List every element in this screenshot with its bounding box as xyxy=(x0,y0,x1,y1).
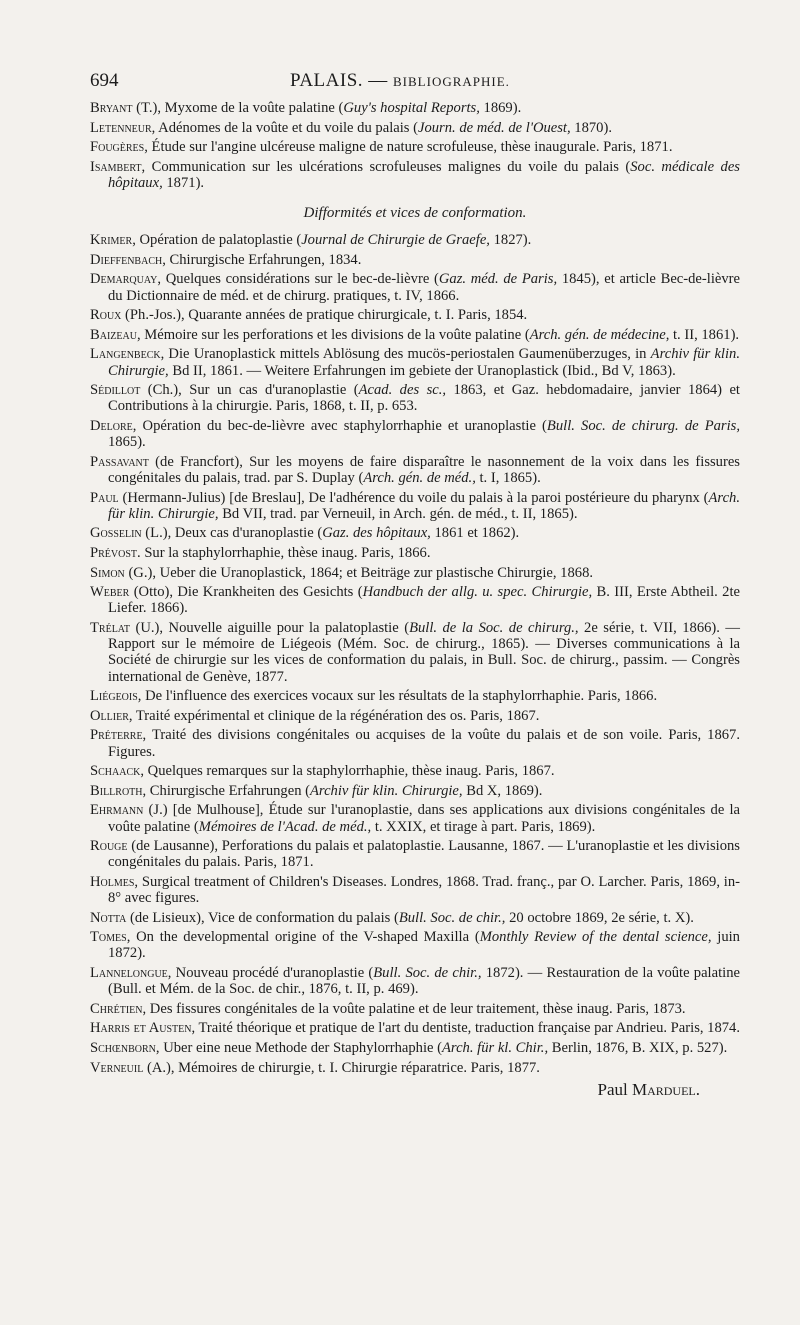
entry-tail: 1863, et Gaz. hebdomadaire, janvier 1864) et Contributions à la chirurgie. Paris, 1868, t. II, p. 653. xyxy=(108,382,740,415)
entry-text: (A.), Mémoires de chirurgie, t. I. Chirurgie réparatrice. Paris, 1877. xyxy=(143,1059,540,1076)
entry-text: Uber eine neue Methode der Staphylorrhaphie ( xyxy=(159,1040,443,1057)
entry-source: Bull. Soc. de chirurg. de Paris, xyxy=(546,417,740,434)
entry-author: Harris et Austen, xyxy=(90,1020,196,1037)
entry-text: (de Lisieux), Vice de conformation du palais ( xyxy=(126,909,399,926)
entry-text: Traité expérimental et clinique de la régénération des os. Paris, 1867. xyxy=(132,707,540,724)
entry-text: Opération de palatoplastie ( xyxy=(135,232,302,249)
entry-tail: juin 1872). xyxy=(108,929,740,962)
entry-tail: 1869). xyxy=(479,100,522,116)
entry-source: Journ. de méd. de l'Ouest, xyxy=(417,119,571,136)
entry-text: Des fissures congénitales de la voûte palatine et de leur traitement, thèse inaug. Paris, 1873. xyxy=(146,1000,686,1017)
entry-text: Nouveau procédé d'uranoplastie ( xyxy=(171,965,374,982)
bibliography-entry xyxy=(90,1040,740,1056)
entry-source: Monthly Review of the dental science, xyxy=(479,929,712,946)
entry-source: Bull. de la Soc. de chirurg., xyxy=(409,619,579,636)
bibliography-entry xyxy=(90,346,740,378)
entry-author: Fougères, xyxy=(90,139,148,156)
bibliography-entry xyxy=(90,783,740,799)
bibliography-entry xyxy=(90,1001,740,1017)
bibliography-list xyxy=(90,232,740,1076)
entry-source: Arch. für kl. Chir., xyxy=(442,1040,549,1057)
entry-text: Quelques considérations sur le bec-de-lièvre ( xyxy=(161,271,439,288)
bibliography-body xyxy=(90,100,740,1100)
bibliography-list-top xyxy=(90,100,740,191)
author-signature xyxy=(90,1080,740,1100)
entry-tail: t. II, 1861). xyxy=(669,326,740,343)
entry-source: Acad. des sc., xyxy=(358,382,447,399)
entry-text: (U.), Nouvelle aiguille pour la palatoplastie ( xyxy=(130,619,410,636)
entry-author: Notta xyxy=(90,909,127,926)
entry-source: Gaz. méd. de Paris, xyxy=(438,271,558,288)
entry-source: Bull. Soc. de chir., xyxy=(398,909,506,926)
entry-author: Ehrmann xyxy=(90,802,144,819)
entry-author: Krimer, xyxy=(90,232,136,249)
bibliography-entry xyxy=(90,584,740,616)
entry-tail: Bd VII, trad. par Verneuil, in Arch. gén. de méd., t. II, 1865). xyxy=(218,505,578,522)
entry-text: Traité des divisions congénitales ou acquises de la voûte du palais et de son voile. Paris, 1867. Figures. xyxy=(108,727,740,760)
entry-source: Guy's hospital Reports, xyxy=(343,100,480,116)
bibliography-entry xyxy=(90,454,740,486)
entry-author: Dieffenbach, xyxy=(90,251,166,268)
entry-text: (Hermann-Julius) [de Breslau], De l'adhérence du voile du palais à la paroi postérieure du pharynx ( xyxy=(118,489,709,506)
entry-author: Simon xyxy=(90,564,125,581)
entry-tail: 1872). — Restauration de la voûte palatine (Bull. et Mém. de la Soc. de chir., 1876, t. II, p. 469). xyxy=(108,965,740,998)
entry-source: Archiv für klin. Chirurgie, xyxy=(310,782,463,799)
entry-author: Gosselin xyxy=(90,525,142,542)
entry-text: (de Francfort), Sur les moyens de faire disparaître le nasonnement de la voix dans les fissures congénitales du palais, trad. par S. Duplay ( xyxy=(108,453,740,486)
bibliography-entry xyxy=(90,327,740,343)
bibliography-entry xyxy=(90,232,740,248)
entry-tail: 1845), et article Bec-de-lièvre du Dictionnaire de méd. et de chirurg. pratiques, t. IV, 1866. xyxy=(108,271,740,304)
page-header xyxy=(90,70,740,96)
entry-tail: Berlin, 1876, B. XIX, p. 527). xyxy=(548,1040,728,1057)
entry-text: Traité théorique et pratique de l'art du dentiste, traduction française par Andrieu. Paris, 1874. xyxy=(195,1020,741,1037)
entry-tail: Bd II, 1861. — Weitere Erfahrungen im gebiete der Uranoplastick (Ibid., Bd V, 1863). xyxy=(168,362,676,379)
entry-source: Arch. gén. de méd., xyxy=(363,469,476,486)
entry-author: Billroth, xyxy=(90,782,147,799)
entry-author: Bryant (T.), xyxy=(90,100,162,116)
entry-tail: 1827). xyxy=(489,232,532,249)
bibliography-entry xyxy=(90,159,740,191)
bibliography-entry xyxy=(90,565,740,581)
entry-source: Bull. Soc. de chir., xyxy=(373,965,482,982)
entry-tail: 1861 et 1862). xyxy=(430,525,520,542)
entry-author: Schaack, xyxy=(90,763,144,780)
bibliography-entry xyxy=(90,525,740,541)
bibliography-entry xyxy=(90,100,740,116)
entry-tail: 20 octobre 1869, 2e série, t. X). xyxy=(505,909,694,926)
signature-first-name: Paul xyxy=(597,1079,628,1099)
bibliography-entry xyxy=(90,139,740,155)
bibliography-entry xyxy=(90,252,740,268)
entry-text: Myxome de la voûte palatine ( xyxy=(161,100,344,116)
entry-source: Arch. für klin. Chirurgie, xyxy=(108,489,740,522)
entry-text: (G.), Ueber die Uranoplastick, 1864; et Beiträge zur plastische Chirurgie, 1868. xyxy=(124,564,594,581)
bibliography-entry xyxy=(90,708,740,724)
bibliography-entry xyxy=(90,307,740,323)
entry-author: Verneuil xyxy=(90,1059,144,1076)
bibliography-entry xyxy=(90,802,740,834)
running-title-dash: — xyxy=(368,70,388,91)
entry-author: Trélat xyxy=(90,619,131,636)
entry-text: (Otto), Die Krankheiten des Gesichts ( xyxy=(129,584,363,601)
entry-text: Sur la staphylorrhaphie, thèse inaug. Paris, 1866. xyxy=(140,544,431,561)
entry-source: Soc. médicale des hôpitaux, xyxy=(108,158,740,191)
entry-text: Die Uranoplastick mittels Ablösung des mucös-periostalen Gaumenüberzuges, in xyxy=(164,346,651,363)
entry-tail: Bd X, 1869). xyxy=(462,782,543,799)
entry-text: (Ph.-Jos.), Quarante années de pratique chirurgicale, t. I. Paris, 1854. xyxy=(121,307,528,324)
entry-author: Letenneur, xyxy=(90,119,156,136)
entry-author: Weber xyxy=(90,584,130,601)
bibliography-entry xyxy=(90,1020,740,1036)
entry-source: Handbuch der allg. u. spec. Chirurgie, xyxy=(362,584,593,601)
entry-text: Étude sur l'angine ulcéreuse maligne de nature scrofuleuse, thèse inaugurale. Paris, 1871. xyxy=(147,139,673,156)
entry-text: Surgical treatment of Children's Diseases. Londres, 1868. Trad. franç., par O. Larcher. Paris, 1869, in-8° avec figures. xyxy=(108,873,740,907)
section-heading: Difformités et vices de conformation. xyxy=(303,205,527,222)
entry-author: Isambert, xyxy=(90,158,146,175)
entry-text: Adénomes de la voûte et du voile du palais ( xyxy=(155,119,418,136)
bibliography-entry xyxy=(90,620,740,685)
entry-author: Rouge xyxy=(90,838,128,855)
entry-text: (L.), Deux cas d'uranoplastie ( xyxy=(141,525,323,542)
running-title-main: PALAIS. xyxy=(290,70,364,91)
entry-author: Baizeau, xyxy=(90,326,141,343)
entry-tail: 1871). xyxy=(162,174,205,191)
bibliography-entry xyxy=(90,418,740,450)
entry-author: Prévost. xyxy=(90,544,141,561)
entry-text: (Ch.), Sur un cas d'uranoplastie ( xyxy=(140,382,359,399)
entry-author: Ollier, xyxy=(90,707,133,724)
entry-text: De l'influence des exercices vocaux sur les résultats de la staphylorrhaphie. Paris, 1866. xyxy=(141,688,658,705)
entry-author: Liégeois, xyxy=(90,688,142,705)
running-title-sub: BIBLIOGRAPHIE. xyxy=(393,74,510,89)
entry-source: Gaz. des hôpitaux, xyxy=(322,525,431,542)
entry-author: Holmes, xyxy=(90,873,139,890)
entry-tail: B. III, Erste Abtheil. 2te Liefer. 1866). xyxy=(108,584,740,617)
entry-tail: 2e série, t. VII, 1866). — Rapport sur le mémoire de Liégeois (Mém. Soc. de chirurg., 1865). — Diverses communications à la Société de chirurgie sur les vices de conformation du palais, in Bull. Soc. de chirurg., passim. — Congrès international de Genève, 1877. xyxy=(108,619,741,685)
bibliography-entry xyxy=(90,120,740,136)
entry-author: Passavant xyxy=(90,453,149,470)
entry-tail: 1865). xyxy=(108,434,146,451)
bibliography-entry xyxy=(90,874,740,906)
page-number: 694 xyxy=(90,70,119,91)
entry-text: (J.) [de Mulhouse], Étude sur l'uranoplastie, dans ses applications aux divisions congénitales de la voûte palatine ( xyxy=(108,802,740,835)
entry-text: On the developmental origine of the V-shaped Maxilla ( xyxy=(130,929,480,946)
bibliography-entry xyxy=(90,382,740,414)
bibliography-entry xyxy=(90,1060,740,1076)
bibliography-entry xyxy=(90,838,740,870)
running-title xyxy=(290,70,510,92)
entry-author: Demarquay, xyxy=(90,271,162,288)
entry-author: Sédillot xyxy=(90,382,141,399)
signature-last-name: Marduel. xyxy=(631,1079,700,1099)
entry-author: Lannelongue, xyxy=(90,965,172,982)
entry-text: Quelques remarques sur la staphylorrhaphie, thèse inaug. Paris, 1867. xyxy=(144,763,555,780)
entry-text: (de Lausanne), Perforations du palais et palatoplastie. Lausanne, 1867. — L'uranoplastie et les divisions congénitales du palais. Paris, 1871. xyxy=(108,838,740,871)
entry-author: Tomes, xyxy=(90,929,131,946)
entry-author: Préterre, xyxy=(90,727,147,744)
entry-tail: 1870). xyxy=(570,119,612,136)
entry-text: Chirurgische Erfahrungen, 1834. xyxy=(165,251,362,268)
entry-tail: t. I, 1865). xyxy=(475,469,541,486)
bibliography-entry xyxy=(90,688,740,704)
bibliography-entry xyxy=(90,910,740,926)
entry-text: Chirurgische Erfahrungen ( xyxy=(146,782,311,799)
entry-author: Roux xyxy=(90,307,122,324)
bibliography-entry xyxy=(90,929,740,961)
entry-source: Mémoires de l'Acad. de méd., xyxy=(198,818,372,835)
entry-source: Arch. gén. de médecine, xyxy=(529,326,670,343)
bibliography-entry xyxy=(90,965,740,997)
entry-text: Communication sur les ulcérations scrofuleuses malignes du voile du palais ( xyxy=(145,158,631,175)
entry-source: Archiv für klin. Chirurgie, xyxy=(108,346,740,379)
bibliography-entry xyxy=(90,490,740,522)
entry-text: Opération du bec-de-lièvre avec staphylorrhaphie et uranoplastie ( xyxy=(136,417,547,434)
entry-author: Schœnborn, xyxy=(90,1040,160,1057)
entry-author: Chrétien, xyxy=(90,1000,147,1017)
bibliography-entry xyxy=(90,727,740,759)
entry-author: Paul xyxy=(90,489,119,506)
entry-source: Journal de Chirurgie de Graefe, xyxy=(301,232,490,249)
bibliography-entry xyxy=(90,545,740,561)
bibliography-entry xyxy=(90,763,740,779)
entry-author: Langenbeck, xyxy=(90,346,165,363)
entry-text: Mémoire sur les perforations et les divisions de la voûte palatine ( xyxy=(140,326,530,343)
entry-tail: t. XXIX, et tirage à part. Paris, 1869). xyxy=(371,818,596,835)
entry-author: Delore, xyxy=(90,417,137,434)
bibliography-entry xyxy=(90,271,740,303)
